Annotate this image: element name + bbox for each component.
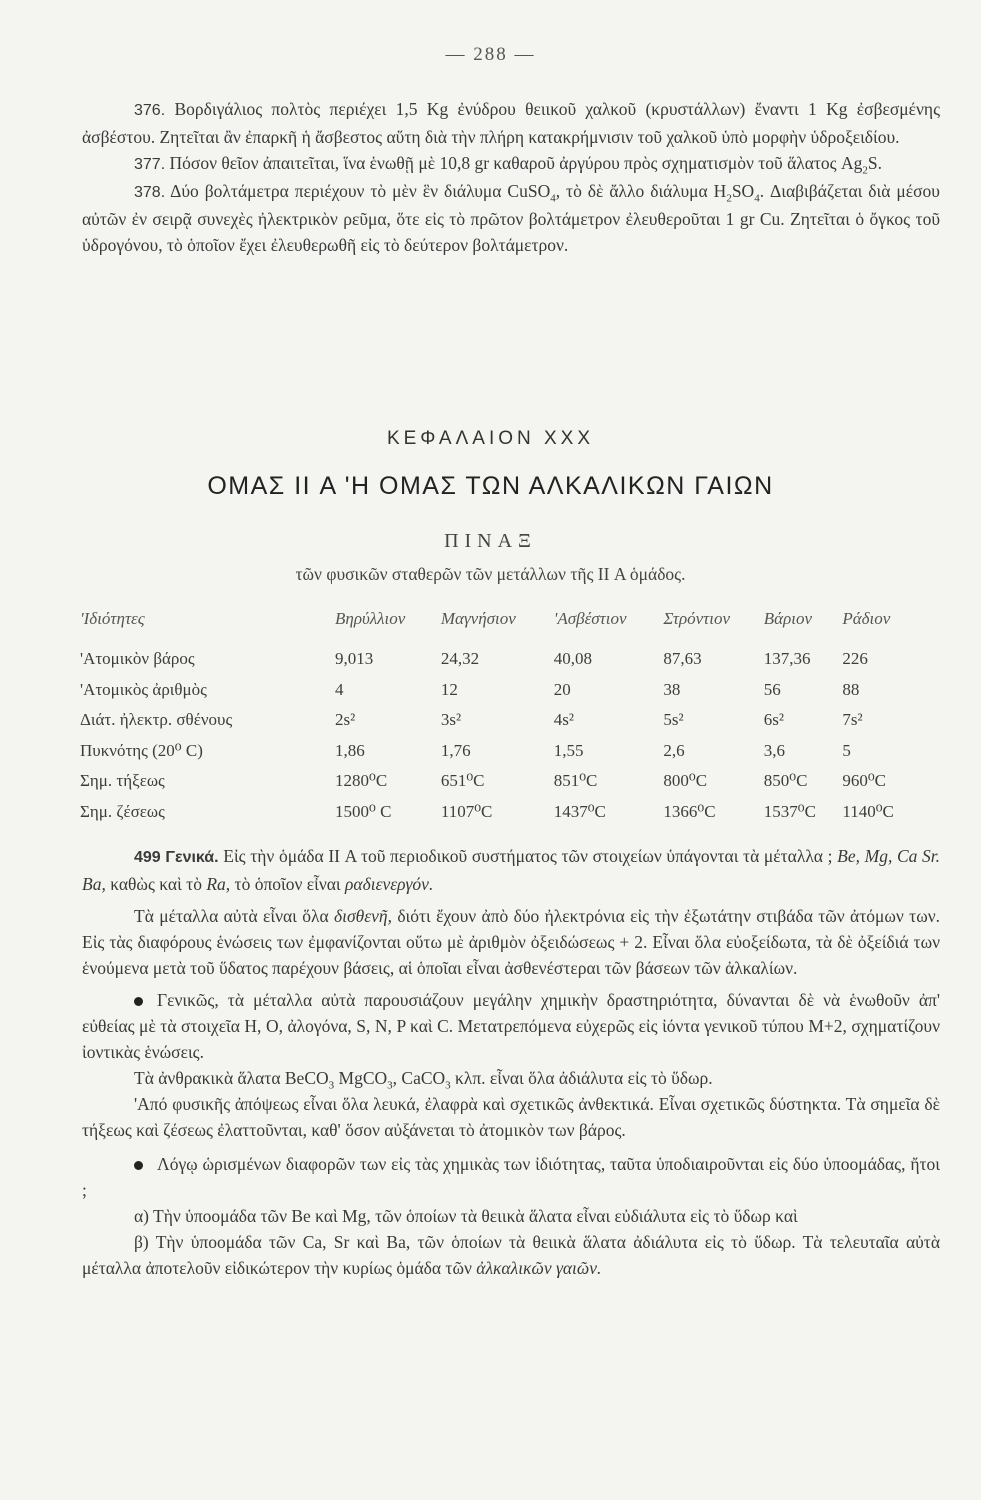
- table-row: [80, 675, 920, 706]
- paragraph-subgroup-b: [82, 1229, 940, 1281]
- paragraph-text: β) Τὴν ὑποομάδα τῶν Ca, Sr καὶ Ba, τῶν ὁποίων τὰ θειικὰ ἅλατα ἀδιάλυτα εἰς τὸ ὕδωρ. Τὰ τελευταῖα αὐτὰ μέταλλα ἀποτελοῦν εἰδικώτερον τὴν κυρίως ὁμάδα τῶν: [82, 1232, 940, 1278]
- paragraph-physical: 'Από φυσικῆς ἀπόψεως εἶναι ὅλα λευκά, ἐλαφρὰ καὶ σχετικῶς ἀνθεκτικά. Εἶναι σχετικῶς δύστηκτα. Τὰ σημεῖα δὲ τήξεως καὶ ζέσεως ἐλαττοῦνται, καθ' ὅσον αὐξάνεται τὸ ἀτομικὸν των βάρος.: [82, 1094, 940, 1140]
- row-label: Σημ. ζέσεως: [80, 801, 165, 821]
- table-row: [80, 766, 920, 797]
- radioactive-term: ραδιενεργόν.: [345, 874, 434, 894]
- table-cell: 2,6: [663, 740, 685, 760]
- problems-block: [82, 96, 940, 258]
- paragraph-text: MgCO: [334, 1068, 388, 1088]
- problem-text: Πόσον θεῖον ἀπαιτεῖται, ἵνα ἑνωθῇ μὲ 10,8 gr καθαροῦ ἀργύρου πρὸς σχηματισμὸν τοῦ ἅλατος Ag: [169, 153, 863, 173]
- problem-377: [82, 150, 940, 178]
- table-cell: 6s²: [763, 710, 785, 730]
- table-cell: 850⁰C: [763, 771, 808, 791]
- table-cell: 1500⁰ C: [335, 801, 392, 821]
- page-number: — 288 —: [445, 44, 536, 65]
- subscript: 4: [550, 192, 556, 205]
- table-row: [80, 705, 920, 736]
- table-cell: 1537⁰C: [763, 801, 816, 821]
- paragraph-text: , CaCO: [392, 1068, 446, 1088]
- emphasis-term: ἀλκαλικῶν γαιῶν.: [476, 1258, 602, 1278]
- problem-378: [82, 178, 940, 258]
- row-label: Διάτ. ἠλεκτρ. σθένους: [80, 710, 233, 730]
- problem-text: Δύο βολτάμετρα περιέχουν τὸ μὲν ἓν διάλυμα CuSO: [170, 181, 551, 201]
- table-header: Βάριον: [763, 609, 813, 628]
- table-cell: 226: [842, 649, 868, 669]
- problem-number: 378.: [134, 184, 166, 201]
- problem-376: [82, 96, 940, 150]
- problem-text: S.: [867, 153, 882, 173]
- row-label: Σημ. τήξεως: [80, 771, 165, 791]
- table-row: [80, 644, 920, 675]
- table-cell: 1,76: [440, 740, 471, 760]
- chapter-heading: ΚΕΦΑΛΑΙΟΝ XXX: [386, 428, 595, 449]
- table-header: Βηρύλλιον: [335, 609, 406, 628]
- section-text: τὸ ὁποῖον εἶναι: [234, 874, 341, 894]
- paragraph-text: κλπ. εἶναι ὅλα ἀδιάλυτα εἰς τὸ ὕδωρ.: [450, 1068, 713, 1088]
- section-number: 499: [134, 849, 161, 866]
- table-cell: 87,63: [663, 649, 702, 669]
- problem-text: SO: [731, 181, 755, 201]
- subscript: 3: [387, 1079, 393, 1092]
- section-heading: Γενικά.: [165, 849, 219, 866]
- problem-text: . Διαβιβάζεται διὰ μέσου αὐτῶν ἐν σειρᾷ συνεχὲς ἠλεκτρικὸν ρεῦμα, ὅτε εἰς τὸ πρῶτον βολτάμετρον ἐλευθεροῦται 1 gr Cu. Ζητεῖται ὁ ὄγκος τοῦ ὑδρογόνου, τὸ ὁποῖον ἔχει ἐλευθερωθῆ εἰς τὸ δεύτερον βολτάμετρον.: [82, 181, 940, 255]
- table-cell: 5s²: [663, 710, 684, 730]
- table-header: 'Ασβέστιον: [553, 609, 627, 628]
- group-title: ΟΜΑΣ II Α 'Η ΟΜΑΣ ΤΩΝ ΑΛΚΑΛΙΚΩΝ ΓΑΙΩΝ: [207, 472, 774, 500]
- table-title: ΠΙΝΑΞ: [444, 530, 537, 552]
- table-row: [80, 736, 920, 767]
- section-499: [82, 843, 940, 1281]
- paragraph-subgroup-a: α) Τὴν ὑποομάδα τῶν Be καὶ Mg, τῶν ὁποίων τὰ θειικὰ ἅλατα εἶναι εὐδιάλυτα εἰς τὸ ὕδωρ καὶ: [134, 1206, 798, 1226]
- table-cell: 3s²: [440, 710, 462, 730]
- table-cell: 800⁰C: [663, 771, 708, 791]
- subscript: 2: [862, 164, 868, 177]
- problem-text: Βορδιγάλιος πολτὸς περιέχει 1,5 Kg ἐνύδρου θειικοῦ χαλκοῦ (κρυστάλλων) ἔναντι 1 Kg ἐσβεσμένης ἀσβέστου. Ζητεῖται ἂν ἐπαρκῆ ἡ ἄσβεστος αὕτη διὰ τὴν πλήρη κατακρήμνισιν τοῦ χαλκοῦ ὑπὸ μορφὴν ὑδροξειδίου.: [82, 99, 940, 147]
- element-list: Be, Mg, Ca Sr. Ba,: [82, 846, 941, 894]
- section-text: Εἰς τὴν ὁμάδα II Α τοῦ περιοδικοῦ συστήματος τῶν στοιχείων ὑπάγονται τὰ μέταλλα ;: [223, 846, 833, 866]
- table-header: Ράδιον: [842, 609, 891, 628]
- table-cell: 4s²: [553, 710, 574, 730]
- paragraph-text: Τὰ μέταλλα αὐτὰ εἶναι ὅλα: [134, 906, 329, 926]
- row-label: 'Ατομικὸς ἀριθμὸς: [80, 679, 207, 699]
- table-header: Στρόντιον: [663, 609, 731, 628]
- table-cell: 5: [842, 740, 851, 760]
- table-cell: 960⁰C: [842, 771, 886, 791]
- table-cell: 1437⁰C: [553, 801, 606, 821]
- table-cell: 3,6: [763, 740, 786, 760]
- constants-table: [80, 608, 920, 827]
- subscript: 3: [328, 1079, 335, 1092]
- table-cell: 4: [335, 679, 344, 699]
- problem-number: 377.: [134, 156, 166, 173]
- table-row: [80, 797, 920, 828]
- table-cell: 137,36: [763, 649, 811, 669]
- table-cell: 20: [553, 679, 571, 699]
- row-label: 'Ατομικὸν βάρος: [80, 649, 195, 669]
- paragraph-carbonates: [82, 1065, 940, 1091]
- table-cell: 12: [440, 679, 458, 699]
- table-cell: 2s²: [335, 710, 356, 730]
- table-header-row: [80, 608, 920, 644]
- table-cell: 1107⁰C: [440, 801, 493, 821]
- subscript: 4: [754, 192, 760, 205]
- radium-symbol: Ra,: [206, 874, 231, 894]
- table-cell: 38: [663, 679, 681, 699]
- table-cell: 651⁰C: [440, 771, 485, 791]
- table-cell: 40,08: [553, 649, 592, 669]
- paragraph-reactivity: [82, 987, 940, 1065]
- row-label: Πυκνότης (20⁰ C): [80, 740, 203, 760]
- paragraph-text: Τὰ ἀνθρακικὰ ἅλατα BeCO: [134, 1068, 329, 1088]
- table-cell: 1366⁰C: [663, 801, 716, 821]
- paragraph-subgroups: [82, 1151, 940, 1203]
- paragraph-text: Γενικῶς, τὰ μέταλλα αὐτὰ παρουσιάζουν μεγάλην χημικὴν δραστηριότητα, δύνανται δὲ νὰ ἑνωθοῦν ἀπ' εὐθείας μὲ τὰ στοιχεῖα H, O, ἀλογόνα, S, N, P καὶ C. Μετατρεπόμενα εὐχερῶς εἰς ἰόντα γενικοῦ τύπου M+2, σχηματίζουν ἰοντικὰς ἑνώσεις.: [82, 990, 940, 1062]
- paragraph-text: Λόγῳ ὡρισμένων διαφορῶν των εἰς τὰς χημικὰς των ἰδιότητας, ταῦτα ὑποδιαιροῦνται εἰς δύο ὑποομάδας, ἤτοι ;: [82, 1154, 940, 1200]
- table-cell: 851⁰C: [553, 771, 598, 791]
- problem-number: 376.: [134, 102, 166, 119]
- problem-text: , τὸ δὲ ἄλλο διάλυμα H: [555, 181, 727, 201]
- section-text: καθὼς καὶ τὸ: [110, 874, 202, 894]
- table-cell: 88: [842, 679, 860, 699]
- bullet-icon: [134, 997, 143, 1006]
- table-cell: 1,86: [335, 740, 365, 760]
- subscript: 2: [726, 192, 732, 205]
- subscript: 3: [445, 1079, 451, 1092]
- table-header: 'Ιδιότητες: [80, 609, 145, 628]
- table-cell: 56: [763, 679, 781, 699]
- table-cell: 9,013: [335, 649, 374, 669]
- paragraph-valence: [82, 903, 940, 981]
- emphasis-term: δισθενῆ,: [334, 906, 392, 926]
- table-subtitle: τῶν φυσικῶν σταθερῶν τῶν μετάλλων τῆς II Α ὁμάδος.: [295, 564, 686, 584]
- paragraph-text: διότι ἔχουν ἀπὸ δύο ἠλεκτρόνια εἰς τὴν ἐξωτάτην στιβάδα τῶν ἀτόμων των. Εἰς τὰς διαφόρους ἑνώσεις των ἐμφανίζονται οὕτω μὲ ἀριθμὸν ὀξειδώσεως + 2. Εἶναι ὅλα εὐοξείδωτα, τὰ δὲ ὀξείδιά των ἑνούμενα μετὰ τοῦ ὕδατος παρέχουν βάσεις, αἱ ὁποῖαι εἶναι ἀσθενέστεραι τῶν βάσεων τῶν ἀλκαλίων.: [82, 906, 941, 978]
- section-intro: [82, 843, 940, 897]
- table-cell: 1280⁰C: [335, 771, 388, 791]
- bullet-icon: [134, 1161, 143, 1170]
- table-cell: 1140⁰C: [842, 801, 894, 821]
- table-header: Μαγνήσιον: [440, 609, 516, 628]
- table-cell: 24,32: [440, 649, 480, 669]
- table-cell: 1,55: [553, 740, 584, 760]
- table-cell: 7s²: [842, 710, 863, 730]
